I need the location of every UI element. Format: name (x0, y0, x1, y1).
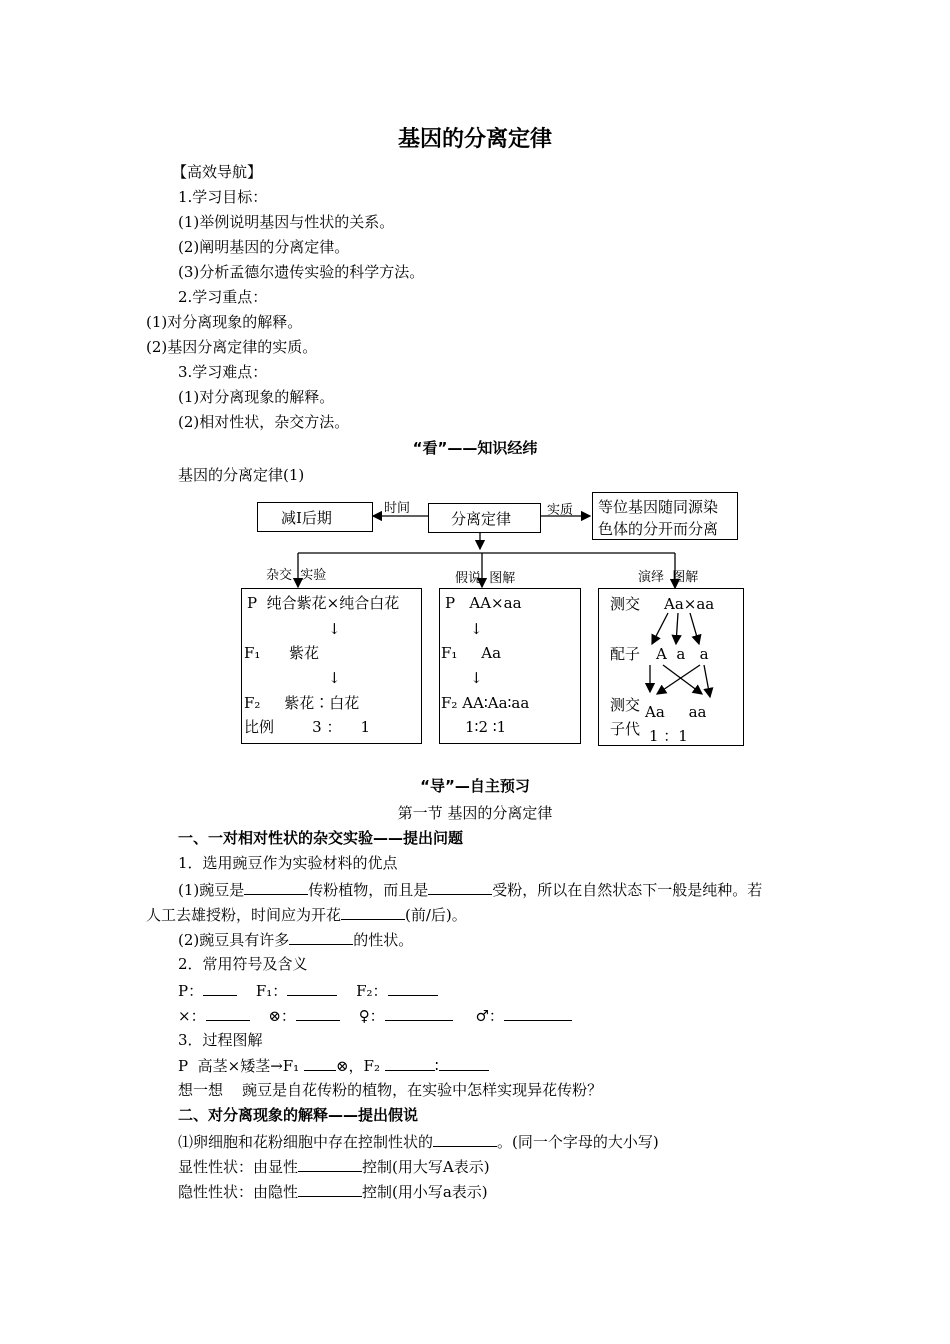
label-cross-experiment: 杂交 实验 (266, 568, 327, 583)
experiment-f1: F₁ 紫花 (244, 644, 320, 662)
goal-item: (2)阐明基因的分离定律。 (178, 238, 350, 256)
goal-item: (1)举例说明基因与性状的关系。 (178, 213, 395, 231)
key-item: (1)对分离现象的解释。 (146, 313, 303, 331)
label-essence: 实质 (547, 503, 574, 518)
hypothesis-f2: F₂ AA∶Aa∶aa (441, 694, 530, 712)
box-law-label: 分离定律 (451, 510, 512, 528)
difficult-item: (2)相对性状，杂交方法。 (178, 413, 350, 431)
page-title: 基因的分离定律 (397, 127, 552, 152)
part1-heading: 一、一对相对性状的杂交实验——提出问题 (178, 829, 464, 847)
experiment-arrow: ↓ (328, 620, 341, 638)
key-title: 2.学习重点： (178, 288, 268, 306)
process-diagram: P 高茎×矮茎→F₁ ⊗，F₂ ∶ (178, 1055, 489, 1076)
symbols-row2: ×： ⊗： ♀： ♂： (178, 1005, 572, 1026)
q1-a-cont: 人工去雄授粉，时间应为开花 (前/后)。 (146, 906, 467, 924)
hypothesis-arrow: ↓ (470, 669, 483, 687)
deduction-ratio: 1 ：1 (649, 727, 688, 745)
q3-title: 3．过程图解 (178, 1031, 263, 1049)
q2-title: 2．常用符号及含义 (178, 955, 308, 973)
label-deduction: 演绎 图解 (638, 570, 699, 585)
hypothesis-f1: F₁ Aa (441, 644, 502, 662)
goal-title: 1.学习目标： (178, 188, 268, 206)
label-hypothesis: 假说 图解 (455, 571, 516, 586)
label-time: 时间 (384, 501, 411, 516)
symbols-row1: P： F₁： F₂： (178, 980, 438, 1001)
part2-line1: ⑴卵细胞和花粉细胞中存在控制性状的 。(同一个字母的大小写) (178, 1133, 659, 1151)
deduction-result: Aa aa (645, 703, 707, 721)
nav-heading: 【高效导航】 (172, 163, 263, 181)
deduction-offspring-line1: 测交 (610, 696, 641, 714)
key-item: (2)基因分离定律的实质。 (146, 338, 318, 356)
experiment-p: P 纯合紫花×纯合白花 (247, 594, 400, 612)
look-heading: “看”——知识经纬 (412, 439, 538, 457)
q1-a: (1)豌豆是 传粉植物，而且是 受粉，所以在自然状态下一般是纯种。若 (178, 881, 763, 899)
hypothesis-arrow: ↓ (470, 620, 483, 638)
experiment-f2: F₂ 紫花∶白花 (244, 694, 360, 712)
q1-b: (2)豌豆具有许多 的性状。 (178, 931, 414, 949)
difficult-item: (1)对分离现象的解释。 (178, 388, 335, 406)
section-title: 第一节 基因的分离定律 (397, 804, 553, 822)
deduction-testcross: 测交 (610, 595, 641, 613)
experiment-arrow: ↓ (328, 669, 341, 687)
guide-heading: “导”—自主预习 (420, 777, 530, 795)
deduction-offspring-line2: 子代 (610, 720, 641, 738)
deduction-cross: Aa×aa (664, 595, 715, 613)
hypothesis-p: P AA×aa (445, 594, 522, 612)
part2-heading: 二、对分离现象的解释——提出假说 (178, 1106, 419, 1124)
deduction-gametes: A a a (656, 645, 709, 663)
deduction-gamete: 配子 (610, 645, 641, 663)
goal-item: (3)分析孟德尔遗传实验的科学方法。 (178, 263, 425, 281)
box-essence-line2: 色体的分开而分离 (598, 520, 719, 538)
hypothesis-ratio: 1∶2 ∶1 (465, 718, 507, 736)
part2-line2: 显性性状：由显性 控制(用大写A表示) (178, 1158, 490, 1176)
think-question: 想一想 豌豆是自花传粉的植物，在实验中怎样实现异花传粉？ (178, 1081, 603, 1099)
experiment-ratio: 比例 3 ： 1 (244, 718, 371, 736)
difficult-title: 3.学习难点： (178, 363, 268, 381)
box-essence-line1: 等位基因随同源染 (598, 498, 719, 516)
part2-line3: 隐性性状：由隐性 控制(用小写a表示) (178, 1183, 488, 1201)
box-meiosis-label: 减Ⅰ后期 (281, 509, 332, 527)
q1-title: 1．选用豌豆作为实验材料的优点 (178, 854, 398, 872)
diagram-caption: 基因的分离定律(1) (178, 466, 305, 484)
